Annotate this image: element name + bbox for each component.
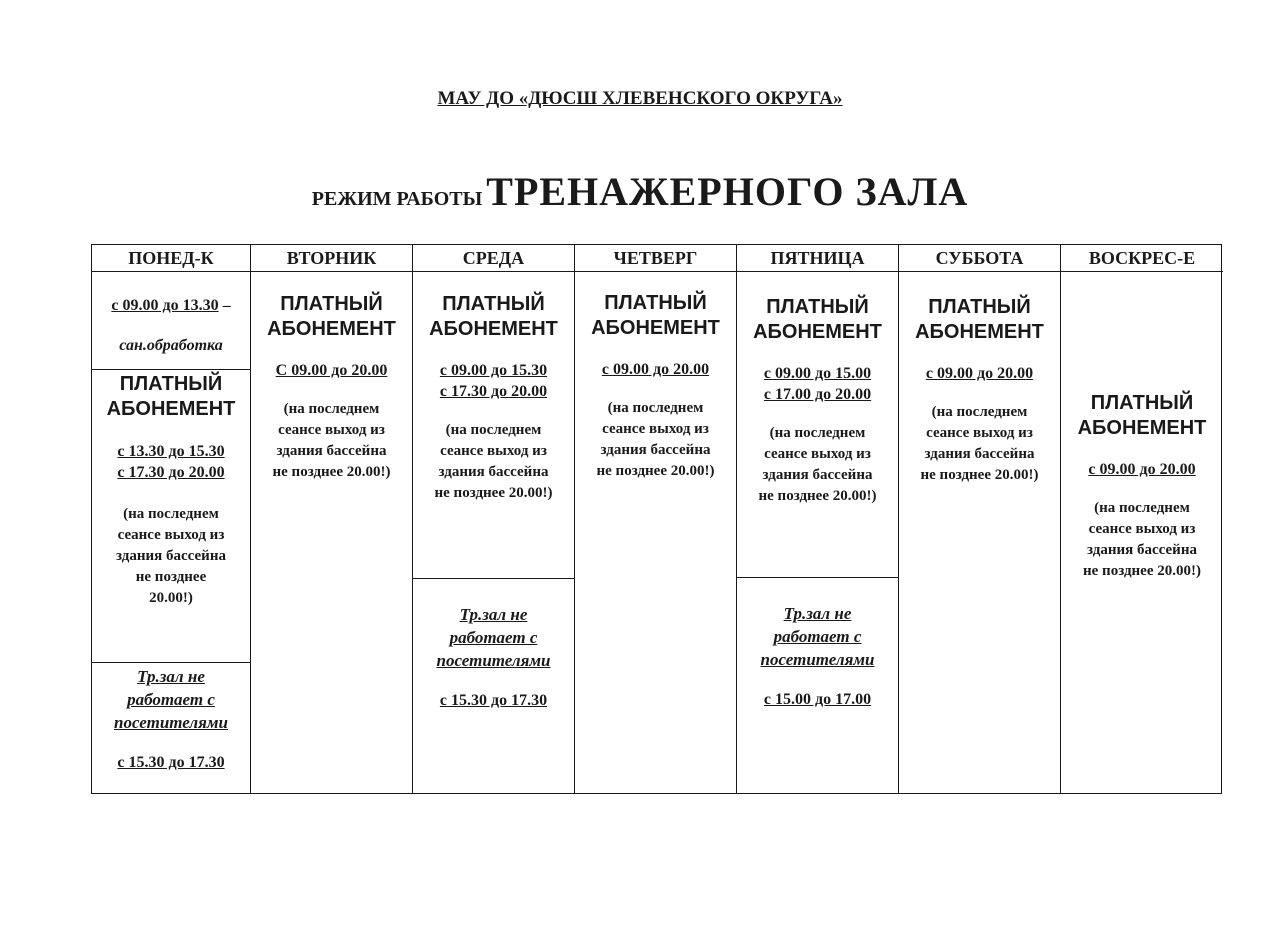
saturday-paid-line2: АБОНЕМЕНТ bbox=[915, 321, 1044, 343]
heading-big: ТРЕНАЖЕРНОГО ЗАЛА bbox=[486, 169, 969, 214]
page-heading bbox=[0, 168, 1280, 215]
saturday-paid-block bbox=[899, 295, 1060, 486]
column-thursday bbox=[575, 245, 737, 793]
monday-time-1: с 13.30 до 15.30 bbox=[117, 443, 225, 460]
sunday-note bbox=[1061, 498, 1223, 582]
note-line: 20.00!) bbox=[149, 590, 193, 606]
wednesday-closed-block bbox=[413, 578, 574, 793]
note-line: здания бассейна bbox=[762, 467, 873, 483]
note-line: не позднее 20.00!) bbox=[1083, 563, 1201, 579]
monday-paid-line1: ПЛАТНЫЙ bbox=[119, 373, 223, 395]
sunday-paid-line2: АБОНЕМЕНТ bbox=[1077, 417, 1207, 439]
monday-morning-block bbox=[92, 295, 250, 356]
wednesday-note bbox=[413, 420, 574, 504]
note-line: (на последнем bbox=[445, 422, 542, 438]
note-line: здания бассейна bbox=[924, 446, 1035, 462]
closed-line: посетителями bbox=[760, 650, 875, 669]
closed-line: посетителями bbox=[436, 651, 551, 670]
tuesday-time: С 09.00 до 20.00 bbox=[275, 362, 388, 379]
monday-paid-block bbox=[92, 369, 250, 663]
note-line: здания бассейна bbox=[116, 548, 226, 564]
closed-line: Тр.зал не bbox=[137, 667, 205, 686]
note-line: сеансе выход из bbox=[278, 422, 385, 438]
note-line: здания бассейна bbox=[438, 464, 549, 480]
tuesday-note bbox=[251, 399, 412, 483]
note-line: не позднее 20.00!) bbox=[596, 463, 715, 479]
column-wednesday bbox=[413, 245, 575, 793]
closed-line: работает с bbox=[449, 628, 538, 647]
monday-paid-line2: АБОНЕМЕНТ bbox=[106, 398, 236, 420]
wednesday-time-1: с 09.00 до 15.30 bbox=[439, 362, 548, 379]
friday-closed-time: с 15.00 до 17.00 bbox=[763, 691, 872, 708]
day-header-friday: ПЯТНИЦА bbox=[737, 245, 898, 272]
note-line: (на последнем bbox=[931, 404, 1028, 420]
sunday-paid-line1: ПЛАТНЫЙ bbox=[1090, 392, 1194, 414]
closed-line: работает с bbox=[773, 627, 862, 646]
tuesday-paid-block bbox=[251, 292, 412, 483]
note-line: сеансе выход из bbox=[440, 443, 547, 459]
closed-line: посетителями bbox=[114, 713, 228, 732]
tuesday-paid-line1: ПЛАТНЫЙ bbox=[280, 293, 383, 315]
note-line: здания бассейна bbox=[600, 442, 711, 458]
friday-paid-block bbox=[737, 295, 898, 507]
wednesday-time-2: с 17.30 до 20.00 bbox=[439, 383, 548, 400]
sunday-time: с 09.00 до 20.00 bbox=[1088, 461, 1196, 478]
friday-closed-block bbox=[737, 577, 898, 793]
column-sunday bbox=[1061, 245, 1223, 793]
wednesday-paid-block bbox=[413, 292, 574, 504]
note-line: не позднее 20.00!) bbox=[920, 467, 1039, 483]
day-header-saturday: СУББОТА bbox=[899, 245, 1060, 272]
friday-paid-line1: ПЛАТНЫЙ bbox=[766, 296, 869, 318]
wednesday-closed-time: с 15.30 до 17.30 bbox=[439, 692, 548, 709]
monday-dash: – bbox=[218, 297, 231, 314]
note-line: не позднее 20.00!) bbox=[434, 485, 553, 501]
day-header-wednesday: СРЕДА bbox=[413, 245, 574, 272]
thursday-note bbox=[575, 398, 736, 482]
closed-line: Тр.зал не bbox=[459, 605, 528, 624]
day-header-sunday: ВОСКРЕС-Е bbox=[1061, 245, 1223, 272]
note-line: не позднее bbox=[135, 569, 207, 585]
note-line: сеансе выход из bbox=[764, 446, 871, 462]
day-header-tuesday: ВТОРНИК bbox=[251, 245, 412, 272]
friday-paid-line2: АБОНЕМЕНТ bbox=[753, 321, 882, 343]
saturday-note bbox=[899, 402, 1060, 486]
monday-closed-time: с 15.30 до 17.30 bbox=[117, 754, 225, 771]
note-line: (на последнем bbox=[769, 425, 866, 441]
column-saturday bbox=[899, 245, 1061, 793]
heading-small: РЕЖИМ РАБОТЫ bbox=[311, 188, 483, 210]
monday-morning-time: с 09.00 до 13.30 bbox=[111, 297, 219, 314]
monday-note bbox=[92, 504, 250, 609]
day-header-monday: ПОНЕД-К bbox=[92, 245, 250, 272]
friday-time-2: с 17.00 до 20.00 bbox=[763, 386, 872, 403]
saturday-paid-line1: ПЛАТНЫЙ bbox=[928, 296, 1031, 318]
column-friday bbox=[737, 245, 899, 793]
friday-time-1: с 09.00 до 15.00 bbox=[763, 365, 872, 382]
closed-line: Тр.зал не bbox=[783, 604, 852, 623]
column-tuesday bbox=[251, 245, 413, 793]
tuesday-paid-line2: АБОНЕМЕНТ bbox=[267, 318, 396, 340]
column-monday bbox=[92, 245, 251, 793]
wednesday-paid-line2: АБОНЕМЕНТ bbox=[429, 318, 558, 340]
note-line: (на последнем bbox=[1094, 500, 1190, 516]
note-line: сеансе выход из bbox=[926, 425, 1033, 441]
note-line: не позднее 20.00!) bbox=[758, 488, 877, 504]
organization-title: МАУ ДО «ДЮСШ ХЛЕВЕНСКОГО ОКРУГА» bbox=[437, 88, 843, 109]
note-line: здания бассейна bbox=[276, 443, 387, 459]
saturday-time: с 09.00 до 20.00 bbox=[925, 365, 1034, 382]
thursday-paid-line1: ПЛАТНЫЙ bbox=[604, 292, 707, 314]
sunday-paid-block bbox=[1061, 391, 1223, 582]
note-line: сеансе выход из bbox=[1088, 521, 1196, 537]
note-line: сеансе выход из bbox=[117, 527, 225, 543]
thursday-time: с 09.00 до 20.00 bbox=[601, 361, 710, 378]
schedule-table bbox=[91, 244, 1222, 794]
day-header-thursday: ЧЕТВЕРГ bbox=[575, 245, 736, 272]
note-line: здания бассейна bbox=[1087, 542, 1197, 558]
thursday-paid-line2: АБОНЕМЕНТ bbox=[591, 317, 720, 339]
friday-note bbox=[737, 423, 898, 507]
note-line: (на последнем bbox=[607, 400, 704, 416]
thursday-paid-block bbox=[575, 291, 736, 482]
monday-closed-block bbox=[92, 662, 250, 793]
note-line: (на последнем bbox=[123, 506, 219, 522]
note-line: не позднее 20.00!) bbox=[272, 464, 391, 480]
note-line: (на последнем bbox=[283, 401, 380, 417]
monday-sanitation: сан.обработка bbox=[119, 337, 223, 354]
closed-line: работает с bbox=[127, 690, 215, 709]
monday-time-2: с 17.30 до 20.00 bbox=[117, 464, 225, 481]
wednesday-paid-line1: ПЛАТНЫЙ bbox=[442, 293, 545, 315]
note-line: сеансе выход из bbox=[602, 421, 709, 437]
